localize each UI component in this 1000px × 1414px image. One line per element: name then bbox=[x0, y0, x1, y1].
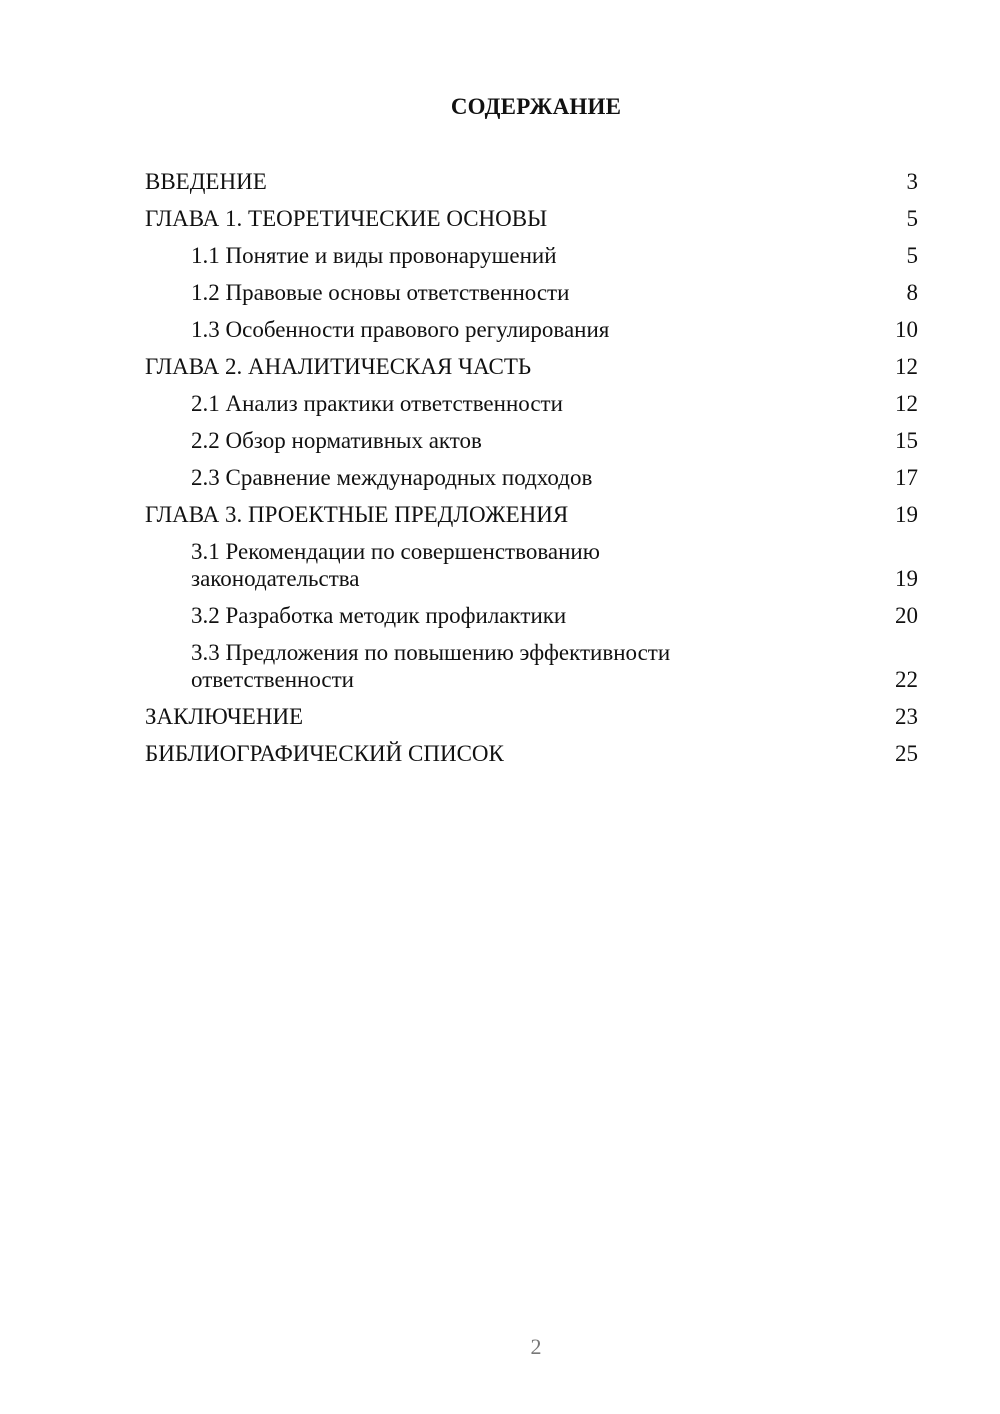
toc-entry-page: 19 bbox=[895, 566, 918, 591]
toc-entry-title: ГЛАВА 1. ТЕОРЕТИЧЕСКИЕ ОСНОВЫ bbox=[145, 206, 548, 231]
toc-entry-title: 1.3 Особенности правового регулирования bbox=[191, 317, 610, 342]
toc-entry bbox=[145, 464, 918, 491]
toc-entry bbox=[145, 353, 918, 380]
toc-entry-page: 12 bbox=[895, 354, 918, 379]
toc-entry-page: 15 bbox=[895, 428, 918, 453]
toc-entry-title: 3.3 Предложения по повышению эффективности ответственности bbox=[191, 640, 671, 692]
page-number: 2 bbox=[530, 1334, 542, 1359]
toc-entry-title: ГЛАВА 2. АНАЛИТИЧЕСКАЯ ЧАСТЬ bbox=[145, 354, 532, 379]
toc-entry-title: БИБЛИОГРАФИЧЕСКИЙ СПИСОК bbox=[145, 741, 504, 766]
toc-entry bbox=[145, 205, 918, 232]
toc-entry-page: 10 bbox=[895, 317, 918, 342]
toc-entry-title: 2.2 Обзор нормативных актов bbox=[191, 428, 482, 453]
toc-entry-page: 5 bbox=[906, 206, 918, 231]
toc-entry bbox=[145, 703, 918, 730]
toc-entry-title: ГЛАВА 3. ПРОЕКТНЫЕ ПРЕДЛОЖЕНИЯ bbox=[145, 502, 569, 527]
toc-entry bbox=[145, 168, 918, 195]
toc-entry-title: 3.1 Рекомендации по совершенствованию законодательства bbox=[191, 539, 600, 591]
toc-entry-page: 8 bbox=[906, 280, 918, 305]
toc-entry bbox=[145, 740, 918, 767]
toc-entry bbox=[145, 242, 918, 269]
toc-entry bbox=[145, 390, 918, 417]
toc-entry-title: 1.1 Понятие и виды провонарушений bbox=[191, 243, 557, 268]
toc-entry-title: 2.1 Анализ практики ответственности bbox=[191, 391, 563, 416]
toc-entry-page: 12 bbox=[895, 391, 918, 416]
toc-entry bbox=[145, 538, 918, 592]
toc-entry bbox=[145, 279, 918, 306]
toc-entry bbox=[145, 501, 918, 528]
toc-entry-page: 3 bbox=[906, 169, 918, 194]
table-of-contents bbox=[145, 168, 918, 777]
toc-entry bbox=[145, 427, 918, 454]
toc-entry-title: 2.3 Сравнение международных подходов bbox=[191, 465, 593, 490]
toc-entry-title: ЗАКЛЮЧЕНИЕ bbox=[145, 704, 304, 729]
toc-entry-title: 1.2 Правовые основы ответственности bbox=[191, 280, 570, 305]
toc-entry bbox=[145, 639, 918, 693]
page-title: СОДЕРЖАНИЕ bbox=[450, 94, 622, 119]
toc-entry bbox=[145, 602, 918, 629]
toc-entry-page: 23 bbox=[895, 704, 918, 729]
toc-entry-title: 3.2 Разработка методик профилактики bbox=[191, 603, 567, 628]
toc-entry bbox=[145, 316, 918, 343]
toc-entry-page: 25 bbox=[895, 741, 918, 766]
toc-entry-title: ВВЕДЕНИЕ bbox=[145, 169, 267, 194]
toc-entry-page: 5 bbox=[906, 243, 918, 268]
toc-entry-page: 19 bbox=[895, 502, 918, 527]
toc-entry-page: 22 bbox=[895, 667, 918, 692]
toc-entry-page: 20 bbox=[895, 603, 918, 628]
toc-entry-page: 17 bbox=[895, 465, 918, 490]
